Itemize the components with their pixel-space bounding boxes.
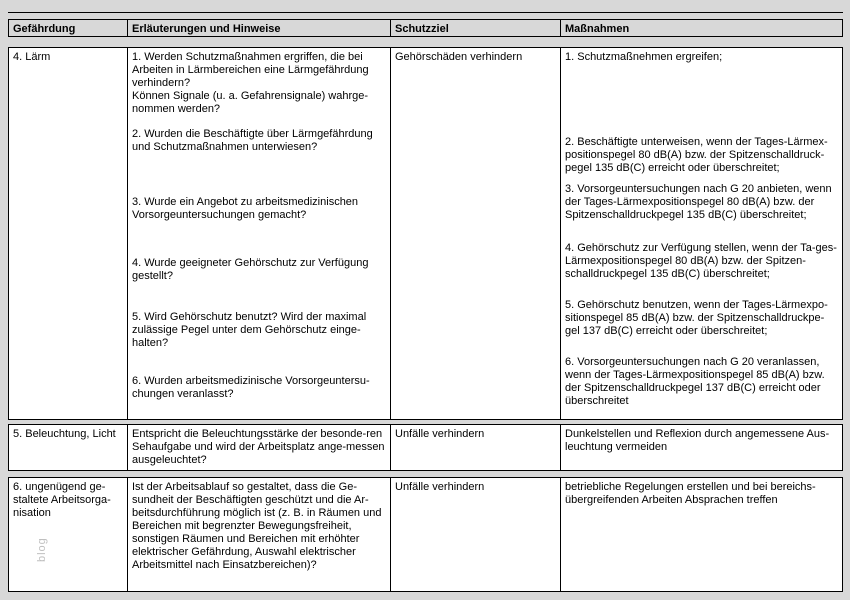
blog-watermark: blog <box>36 537 48 562</box>
measures-cell <box>561 48 842 419</box>
hazard-label: 4. Lärm <box>13 51 51 63</box>
measures-cell <box>561 425 842 470</box>
question-paragraph: 5. Wird Gehörschutz benutzt? Wird der maximal zulässige Pegel unter dem Gehörschutz einge-halten? <box>132 311 367 349</box>
hazard-label: 5. Beleuchtung, Licht <box>13 428 116 440</box>
hazard-cell <box>9 478 128 591</box>
measure-paragraph: betriebliche Regelungen erstellen und bei bereichs-übergreifenden Arbeiten Absprachen treffen <box>565 481 816 506</box>
measure-paragraph: 1. Schutzmaßnehmen ergreifen; <box>565 51 723 63</box>
table-row-laerm <box>8 47 843 420</box>
protection-goal-cell <box>391 48 561 419</box>
column-header-massnahmen: Maßnahmen <box>565 23 630 35</box>
protection-goal-cell <box>391 478 561 591</box>
hazard-label: 6. ungenügend ge-staltete Arbeitsorga-nisation <box>13 481 111 519</box>
column-header-erlaeuterungen: Erläuterungen und Hinweise <box>128 20 391 36</box>
hazard-cell <box>9 425 128 470</box>
question-paragraph: 1. Werden Schutzmaßnahmen ergriffen, die bei Arbeiten in Lärmbereichen eine Lärmgefährdung verhindern? <box>132 51 369 89</box>
question-paragraph: 2. Wurden die Beschäftigte über Lärmgefährdung und Schutzmaßnahmen unterwiesen? <box>132 128 373 153</box>
explanations-cell <box>128 48 391 419</box>
question-paragraph: 3. Wurde ein Angebot zu arbeitsmedizinischen Vorsorgeuntersuchungen gemacht? <box>132 196 359 221</box>
measure-paragraph: 4. Gehörschutz zur Verfügung stellen, wenn der Ta-ges-Lärmexpositionspegel 80 dB(A) bzw. der Spitzen-schalldruckpegel 135 dB(C) überschreitet; <box>565 242 837 280</box>
measure-paragraph: 6. Vorsorgeuntersuchungen nach G 20 veranlassen, wenn der Tages-Lärmexpositionspegel 85 dB(A) bzw. der Spitzenschalldruckpegel 137 dB(C) erreicht oder überschreitet <box>565 356 825 407</box>
hazard-table-header <box>8 19 843 37</box>
measure-paragraph: 2. Beschäftigte unterweisen, wenn der Tages-Lärmex-positionspegel 80 dB(A) bzw. der Spitzenschalldruck-pegel 135 dB(C) erreicht oder überschreitet; <box>565 136 828 174</box>
measure-paragraph: 5. Gehörschutz benutzen, wenn der Tages-Lärmexpo-sitionspegel 85 dB(A) bzw. der Spitzenschalldruckpe-gel 137 dB(C) erreicht oder überschreitet; <box>565 299 828 337</box>
question-paragraph: Können Signale (u. a. Gefahrensignale) wahrge-nommen werden? <box>132 90 369 115</box>
top-rule <box>8 12 843 13</box>
question-paragraph: 4. Wurde geeigneter Gehörschutz zur Verfügung gestellt? <box>132 257 369 282</box>
protection-goal-text: Unfälle verhindern <box>395 481 485 493</box>
question-paragraph: Entspricht die Beleuchtungsstärke der besonde-ren Sehaufgabe und wird der Arbeitsplatz ange-messen ausgeleuchtet? <box>132 428 385 466</box>
hazard-cell <box>9 48 128 419</box>
question-paragraph: 6. Wurden arbeitsmedizinische Vorsorgeuntersu-chungen veranlasst? <box>132 375 370 400</box>
column-header-gefaehrdung: Gefährdung <box>9 20 128 36</box>
measure-paragraph: 3. Vorsorgeuntersuchungen nach G 20 anbieten, wenn der Tages-Lärmexpositionspegel 80 dB(A) bzw. der Spitzenschalldruckpegel 135 dB(C) überschreitet; <box>565 183 832 221</box>
question-paragraph: Ist der Arbeitsablauf so gestaltet, dass die Ge-sundheit der Beschäftigten geschützt und die Ar-beitsdurchführung möglich ist (z. B. in Räumen und Bereichen mit begrenzter Bewegungsfreiheit, sonstigen Räumen und Bereichen mit erhöhter elektrischer Gefährdung, Auswahl elektrischer Arbeitsmittel nach Einsatzbereichen)? <box>132 481 382 571</box>
measure-paragraph: Dunkelstellen und Reflexion durch angemessene Aus-leuchtung vermeiden <box>565 428 830 453</box>
column-header-schutzziel: Schutzziel <box>391 20 561 36</box>
protection-goal-text: Gehörschäden verhindern <box>395 51 523 63</box>
table-row-beleuchtung <box>8 424 843 471</box>
protection-goal-cell <box>391 425 561 470</box>
explanations-cell <box>128 478 391 591</box>
protection-goal-text: Unfälle verhindern <box>395 428 485 440</box>
table-row-arbeitsorganisation <box>8 477 843 592</box>
measures-cell <box>561 478 842 591</box>
explanations-cell <box>128 425 391 470</box>
